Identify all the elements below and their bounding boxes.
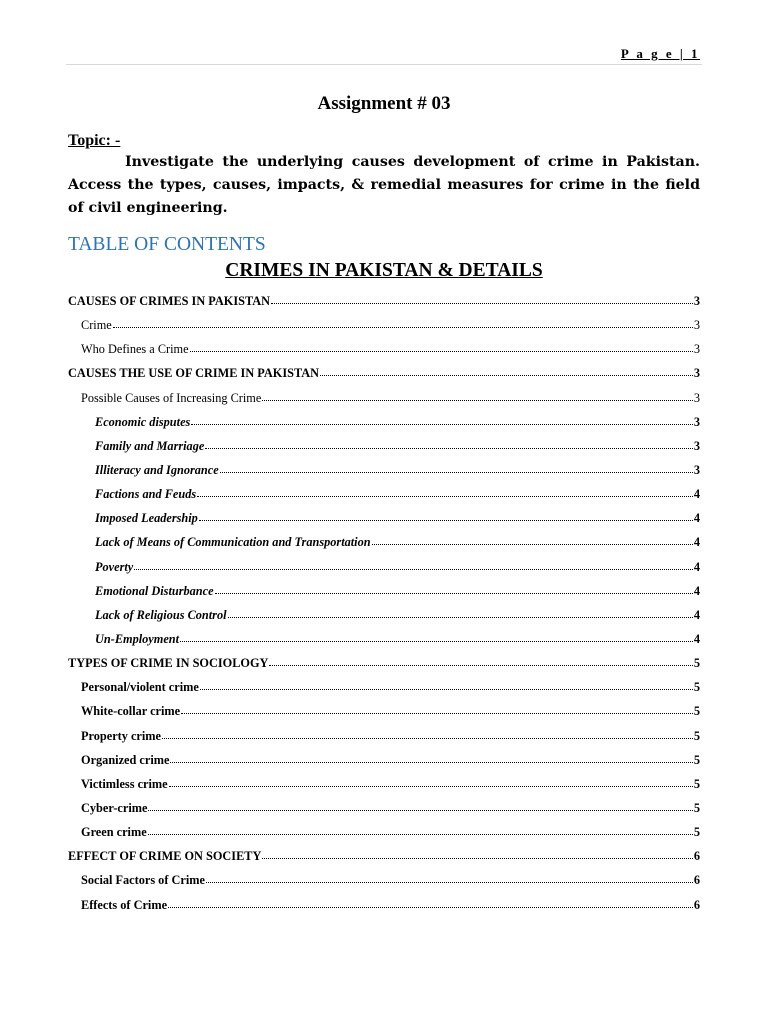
toc-entry[interactable]: Imposed Leadership 4 <box>95 511 700 526</box>
toc-entry[interactable]: Un-Employment 4 <box>95 631 700 646</box>
assignment-title: Assignment # 03 <box>317 93 451 114</box>
toc-entry[interactable]: Illiteracy and Ignorance 3 <box>95 462 700 477</box>
toc-entry[interactable]: Property crime 5 <box>81 728 700 743</box>
topic-block <box>68 130 700 220</box>
toc-entry[interactable]: Green crime 5 <box>81 825 700 840</box>
toc-entry[interactable]: Economic disputes 3 <box>95 414 700 429</box>
toc-entry[interactable]: Social Factors of Crime 6 <box>81 873 700 888</box>
toc-subheading: CRIMES IN PAKISTAN & DETAILS <box>225 260 543 281</box>
toc-entry[interactable]: Possible Causes of Increasing Crime 3 <box>81 390 700 405</box>
toc-entry[interactable]: Organized crime 5 <box>81 752 700 767</box>
toc-entry[interactable]: CAUSES OF CRIMES IN PAKISTAN 3 <box>68 294 700 308</box>
page-header <box>66 44 702 65</box>
toc-entry[interactable]: Victimless crime 5 <box>81 776 700 791</box>
toc-entry[interactable]: White-collar crime 5 <box>81 704 700 719</box>
toc-entry[interactable]: Poverty 4 <box>95 559 700 574</box>
toc-entry[interactable]: Who Defines a Crime 3 <box>81 342 700 357</box>
toc-entry[interactable]: Crime 3 <box>81 318 700 333</box>
toc-entry[interactable]: CAUSES THE USE OF CRIME IN PAKISTAN 3 <box>68 366 700 381</box>
toc-entry[interactable]: Family and Marriage 3 <box>95 438 700 453</box>
topic-label: Topic: - <box>68 132 121 149</box>
toc-entry[interactable]: Effects of Crime 6 <box>81 897 700 912</box>
toc-entry[interactable]: TYPES OF CRIME IN SOCIOLOGY 5 <box>68 656 700 671</box>
table-of-contents <box>68 294 700 922</box>
toc-heading: TABLE OF CONTENTS <box>68 234 266 255</box>
toc-entry[interactable]: Lack of Means of Communication and Transportation 4 <box>95 535 700 550</box>
toc-entry[interactable]: Cyber-crime 5 <box>81 800 700 815</box>
topic-text: Investigate the underlying causes development of crime in Pakistan. Access the types, causes, impacts, & remedial measures for crime in the field of civil engineering. <box>68 154 700 216</box>
toc-entry[interactable]: Lack of Religious Control 4 <box>95 607 700 622</box>
toc-entry[interactable]: Personal/violent crime 5 <box>81 680 700 695</box>
toc-entry[interactable]: Emotional Disturbance 4 <box>95 583 700 598</box>
page-number: P a g e | 1 <box>620 46 700 61</box>
toc-entry[interactable]: EFFECT OF CRIME ON SOCIETY 6 <box>68 849 700 864</box>
toc-entry[interactable]: Factions and Feuds 4 <box>95 487 700 502</box>
